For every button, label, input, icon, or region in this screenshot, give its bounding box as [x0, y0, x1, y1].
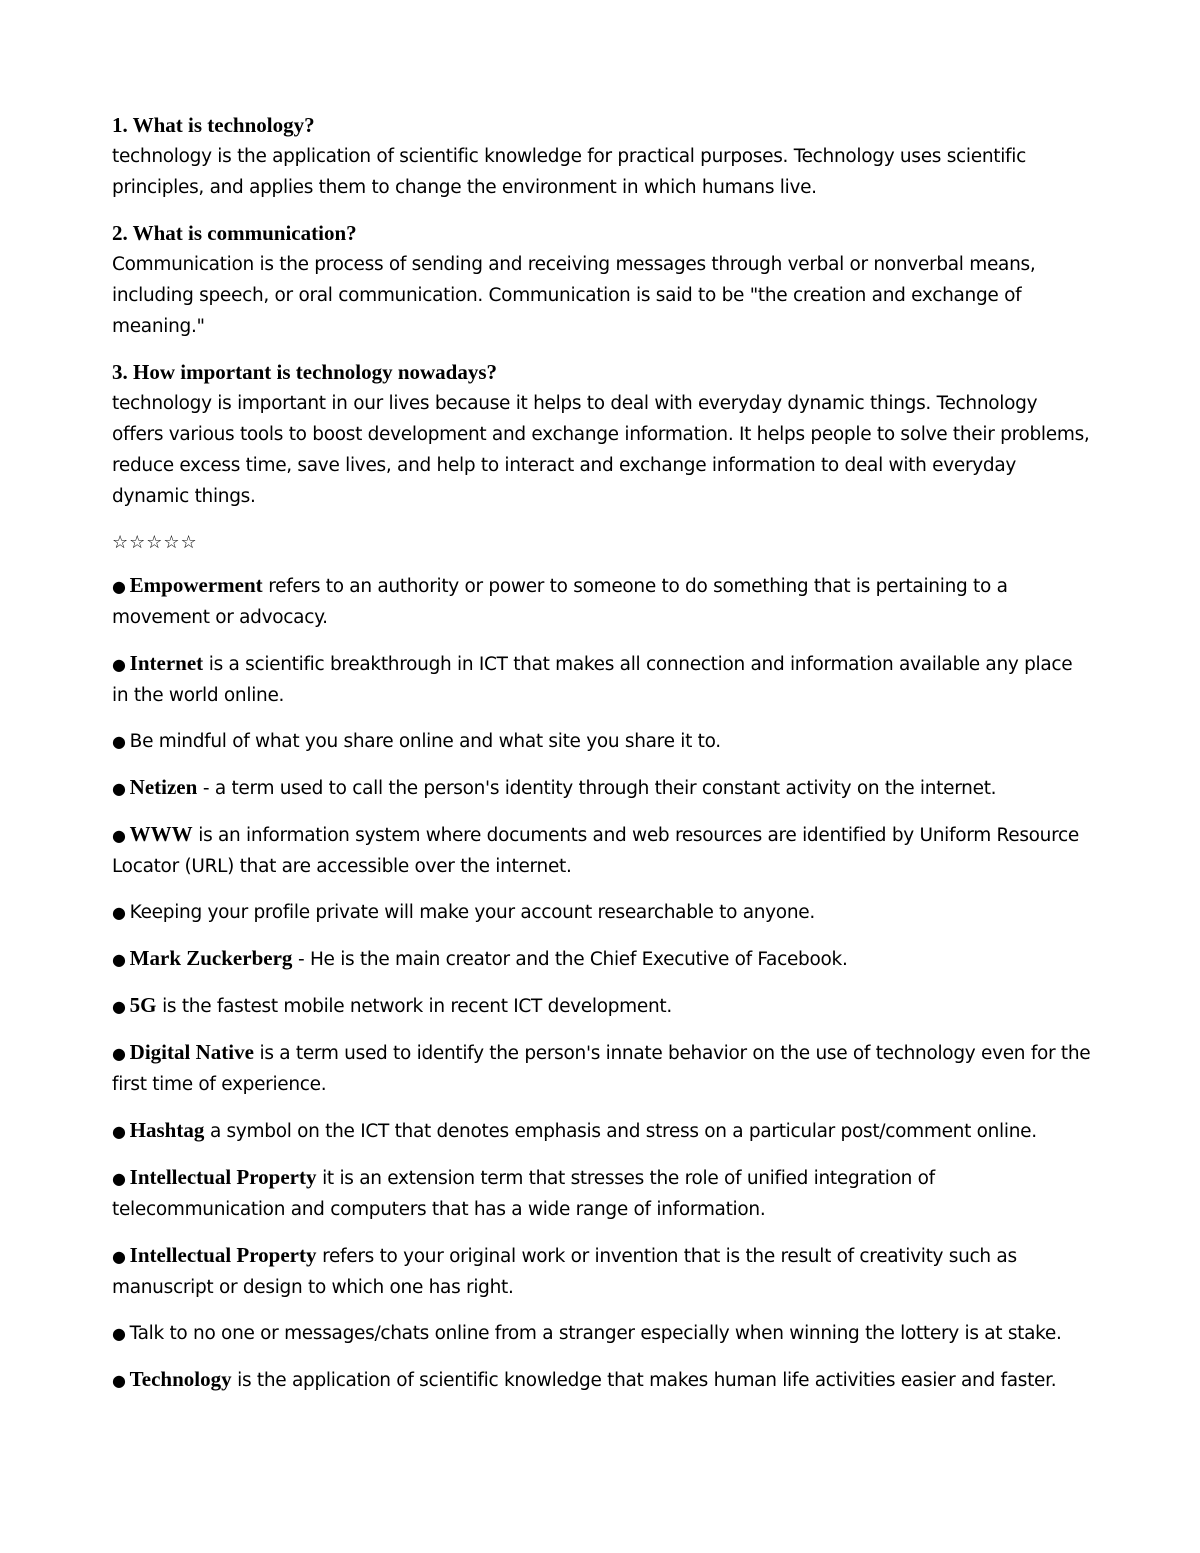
qa-section: [112, 110, 1092, 512]
answer-text: technology is important in our lives because it helps to deal with everyday dynamic things. Technology offers various tools to boost development and exchange information. It helps people to solve their problems, reduce excess time, save lives, and help to interact and exchange information to deal with everyday dynamic things.: [112, 393, 1090, 507]
list-item: [112, 1162, 1092, 1225]
qa-block: [112, 110, 1092, 203]
term-description: is an information system where documents and web resources are identified by Uniform Resource Locator (URL) that are accessible over the internet.: [112, 825, 1079, 877]
list-item: [112, 990, 1092, 1022]
term-description: refers to an authority or power to someone to do something that is pertaining to a movement or advocacy.: [112, 576, 1008, 628]
bullet-icon: ●: [112, 577, 126, 596]
bullet-icon: ●: [112, 732, 126, 751]
term-description: is the application of scientific knowledge that makes human life activities easier and faster.: [231, 1370, 1057, 1391]
bullet-icon: ●: [112, 1122, 126, 1141]
star-separator: ☆☆☆☆☆: [112, 532, 198, 553]
bullet-icon: ●: [112, 903, 126, 922]
list-item: [112, 819, 1092, 882]
term-bold: Digital Native: [129, 1040, 254, 1064]
term-description: Keeping your profile private will make your account researchable to anyone.: [129, 902, 815, 923]
term-description: refers to your original work or invention that is the result of creativity such as manuscript or design to which one has right.: [112, 1246, 1017, 1298]
answer-text: Communication is the process of sending and receiving messages through verbal or nonverbal means, including speech, or oral communication. Communication is said to be "the creation and exchange of meaning.": [112, 254, 1036, 337]
list-item: [112, 726, 1092, 757]
bullet-icon: ●: [112, 1169, 126, 1188]
term-bold: Netizen: [129, 775, 198, 799]
list-item: [112, 1037, 1092, 1100]
bullet-icon: ●: [112, 997, 126, 1016]
term-description: a symbol on the ICT that denotes emphasis and stress on a particular post/comment online.: [204, 1121, 1037, 1142]
term-bold: Internet: [129, 651, 204, 675]
bullet-icon: ●: [112, 950, 126, 969]
term-description: it is an extension term that stresses the role of unified integration of telecommunication and computers that has a wide range of information.: [112, 1168, 935, 1220]
bullet-icon: ●: [112, 1247, 126, 1266]
document-page: [112, 110, 1092, 1411]
qa-block: [112, 357, 1092, 512]
list-item: [112, 772, 1092, 804]
bullet-icon: ●: [112, 1044, 126, 1063]
list-item: [112, 1318, 1092, 1349]
term-description: Talk to no one or messages/chats online from a stranger especially when winning the lottery is at stake.: [129, 1323, 1062, 1344]
term-description: - a term used to call the person's identity through their constant activity on the internet.: [197, 778, 997, 799]
list-item: [112, 897, 1092, 928]
term-description: is a term used to identify the person's innate behavior on the use of technology even for the first time of experience.: [112, 1043, 1091, 1095]
list-item: [112, 648, 1092, 711]
list-item: [112, 1240, 1092, 1303]
bullet-list: [112, 570, 1092, 1396]
bullet-icon: ●: [112, 1371, 126, 1390]
answer-text: technology is the application of scientific knowledge for practical purposes. Technology uses scientific principles, and applies them to change the environment in which humans live.: [112, 146, 1026, 198]
term-bold: Intellectual Property: [129, 1165, 317, 1189]
question-heading: 1. What is technology?: [112, 113, 315, 137]
list-item: [112, 943, 1092, 975]
bullet-icon: ●: [112, 655, 126, 674]
term-bold: Hashtag: [129, 1118, 205, 1142]
term-bold: Technology: [129, 1367, 232, 1391]
term-bold: Intellectual Property: [129, 1243, 317, 1267]
term-description: is a scientific breakthrough in ICT that makes all connection and information available any place in the world online.: [112, 654, 1073, 706]
term-bold: 5G: [129, 993, 157, 1017]
term-description: is the fastest mobile network in recent ICT development.: [156, 996, 672, 1017]
list-item: [112, 1115, 1092, 1147]
qa-block: [112, 218, 1092, 342]
term-description: - He is the main creator and the Chief Executive of Facebook.: [292, 949, 848, 970]
term-bold: WWW: [129, 822, 193, 846]
term-description: Be mindful of what you share online and what site you share it to.: [129, 731, 721, 752]
bullet-icon: ●: [112, 779, 126, 798]
term-bold: Mark Zuckerberg: [129, 946, 293, 970]
bullet-icon: ●: [112, 826, 126, 845]
list-item: [112, 570, 1092, 633]
bullet-icon: ●: [112, 1324, 126, 1343]
term-bold: Empowerment: [129, 573, 263, 597]
list-item: [112, 1364, 1092, 1396]
question-heading: 2. What is communication?: [112, 221, 357, 245]
question-heading: 3. How important is technology nowadays?: [112, 360, 498, 384]
